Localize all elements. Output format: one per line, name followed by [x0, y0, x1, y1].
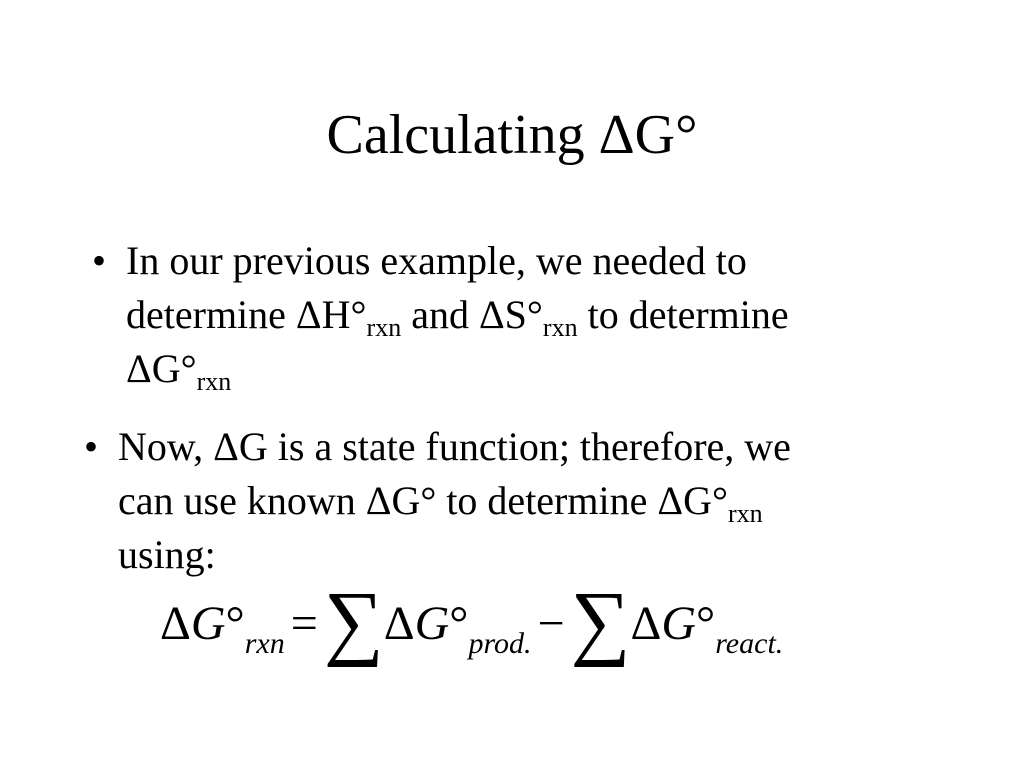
bullet-marker: •: [92, 238, 107, 283]
delta-symbol: Δ: [160, 597, 191, 650]
delta-symbol: Δ: [383, 597, 415, 650]
bullet-text: Now, ΔG is a state function; therefore, we: [118, 424, 791, 469]
variable-g: G: [414, 597, 450, 650]
bullet-marker: •: [84, 424, 99, 469]
delta-symbol: Δ: [630, 597, 662, 650]
degree-symbol: °: [225, 597, 245, 650]
bullet-previous-example: [92, 234, 926, 396]
bullet-text: determine ΔH°: [126, 292, 367, 337]
bullet-line: [118, 474, 918, 528]
gibbs-energy-equation: [160, 575, 920, 696]
bullet-text: can use known ΔG° to determine ΔG°: [118, 478, 728, 523]
bullet-text: to determine: [577, 292, 789, 337]
subscript: rxn: [366, 313, 402, 342]
bullet-line: [126, 288, 926, 342]
bullet-text: In our previous example, we needed to: [126, 238, 747, 283]
equals-sign: =: [290, 597, 318, 650]
subscript: rxn: [196, 367, 232, 396]
variable-g: G: [661, 597, 697, 650]
subscript-rxn: rxn: [244, 627, 285, 660]
bullet-text: ΔG°: [126, 346, 197, 391]
bullet-text: using:: [118, 532, 216, 577]
bullet-line: [126, 342, 926, 396]
bullet-text: and ΔS°: [401, 292, 543, 337]
slide-title: Calculating ΔG°: [326, 104, 698, 166]
bullet-line: [118, 528, 918, 582]
minus-sign: −: [537, 597, 565, 650]
bullet-line: [118, 420, 918, 474]
subscript-prod: prod.: [468, 627, 532, 660]
summation-symbol: ∑: [570, 575, 631, 668]
bullet-line: [126, 234, 926, 288]
bullet-state-function: [84, 420, 918, 582]
degree-symbol: °: [449, 597, 469, 650]
degree-symbol: °: [696, 597, 716, 650]
summation-symbol: ∑: [323, 575, 384, 668]
subscript: rxn: [727, 499, 763, 528]
variable-g: G: [190, 597, 226, 650]
subscript-react: react.: [715, 627, 784, 660]
subscript: rxn: [542, 313, 578, 342]
